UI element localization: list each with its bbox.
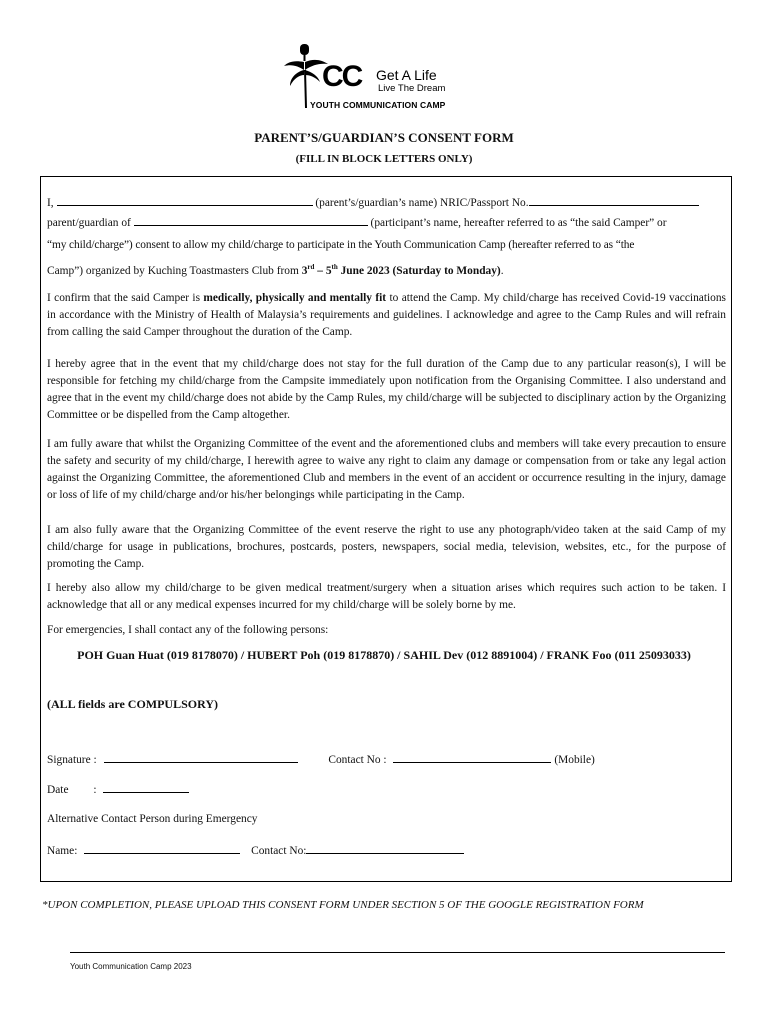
signature-field[interactable] bbox=[104, 751, 298, 763]
paragraph-medical: I hereby also allow my child/charge to be given medical treatment/surgery when a situation arises which requires such action to be taken. I acknowledge that all or any medical expenses incurred for my child/charge will be solely borne by me. bbox=[47, 582, 726, 611]
intro-line-4: Camp”) organized by Kuching Toastmasters Club from 3rd – 5th June 2023 (Saturday to Monday). bbox=[47, 263, 504, 277]
mobile-label: (Mobile) bbox=[554, 754, 595, 766]
date-colon: : bbox=[93, 784, 97, 796]
nric-field[interactable] bbox=[529, 194, 699, 206]
intro-line-1 bbox=[47, 194, 726, 212]
intro-organizer: Camp”) organized by Kuching Toastmasters Club from bbox=[47, 264, 299, 277]
paragraph-media: I am also fully aware that the Organizing Committee of the event reserve the right to use any photograph/video taken at the said Camp of my child/charge for usage in publications, brochures, postcards, posters, newspapers, social media, television, websites, etc., for the purpose of promoting the Camp. bbox=[47, 524, 726, 570]
parent-name-field[interactable] bbox=[57, 194, 313, 206]
footer-divider bbox=[70, 952, 725, 953]
logo-mark: CC bbox=[322, 60, 362, 93]
guardian-of-label: parent/guardian of bbox=[47, 217, 131, 229]
logo-org-name: YOUTH COMMUNICATION CAMP bbox=[310, 100, 446, 110]
camp-logo bbox=[284, 42, 484, 112]
alt-contact-no-label: Contact No: bbox=[251, 845, 307, 857]
alt-name-label: Name: bbox=[47, 845, 78, 857]
date-label: Date bbox=[47, 784, 69, 796]
participant-name-field[interactable] bbox=[134, 214, 368, 226]
signature-label: Signature : bbox=[47, 754, 97, 766]
contact-no-label: Contact No : bbox=[328, 754, 387, 766]
parent-name-label: (parent’s/guardian’s name) NRIC/Passport No. bbox=[315, 197, 529, 209]
participant-name-label: (participant’s name, hereafter referred to as “the said Camper” or bbox=[370, 217, 667, 229]
camp-dates: 3rd – 5th June 2023 (Saturday to Monday) bbox=[301, 263, 501, 277]
form-subtitle: (FILL IN BLOCK LETTERS ONLY) bbox=[295, 153, 473, 165]
paragraph-duration: I hereby agree that in the event that my child/charge does not stay for the full duration of the Camp due to any particular reason(s), I will be responsible for fetching my child/charge from the Campsite immediately upon notification from the Organising Committee. I also understand and agree that in the event my child/charge does not abide by the Camp Rules, my child/charge will be subjected to disciplinary action by the Organizing Committee or be dispelled from the Camp altogether. bbox=[47, 358, 726, 421]
upload-note: *UPON COMPLETION, PLEASE UPLOAD THIS CONSENT FORM UNDER SECTION 5 OF THE GOOGLE REGISTRATION FORM bbox=[42, 899, 644, 911]
compulsory-note: (ALL fields are COMPULSORY) bbox=[47, 697, 219, 711]
logo-tagline: Get A Life bbox=[376, 67, 437, 83]
paragraph-fitness: I confirm that the said Camper is medically, physically and mentally fit to attend the Camp. My child/charge has received Covid-19 vaccinations in accordance with the Ministry of Health of Malaysia’s requirements and guidelines. I acknowledge and agree to the Camp Rules and will refrain from calling the said Camper throughout the duration of the Camp. bbox=[47, 292, 726, 338]
form-title: PARENT’S/GUARDIAN’S CONSENT FORM bbox=[254, 130, 514, 145]
date-field[interactable] bbox=[103, 781, 189, 793]
signature-row bbox=[47, 751, 726, 769]
alt-contact-label: Alternative Contact Person during Emergency bbox=[47, 813, 258, 825]
contact-no-field[interactable] bbox=[393, 751, 551, 763]
emergency-intro: For emergencies, I shall contact any of the following persons: bbox=[47, 624, 329, 636]
paragraph-waiver: I am fully aware that whilst the Organizing Committee of the event and the aforementioned clubs and members will take every precaution to ensure the safety and security of my child/charge, I herewith agree to waive any right to claim any damage or compensation from or take any legal action against the Organizing Committee, the aforementioned Club and members in the event of an accident or occurrence resulting in the injury, damage or loss of life of my child/charge and/or his/her belongings while participating in the Camp. bbox=[47, 438, 726, 501]
fitness-bold: medically, physically and mentally fit bbox=[203, 292, 387, 304]
alt-contact-row bbox=[47, 842, 726, 860]
alt-contact-no-field[interactable] bbox=[306, 842, 464, 854]
logo-subtagline: Live The Dream bbox=[378, 83, 446, 94]
footer-label: Youth Communication Camp 2023 bbox=[70, 962, 192, 971]
intro-line-3: “my child/charge”) consent to allow my child/charge to participate in the Youth Communication Camp (hereafter referred to as “the bbox=[47, 239, 635, 251]
intro-line-2 bbox=[47, 214, 726, 232]
alt-name-field[interactable] bbox=[84, 842, 240, 854]
emergency-contacts: POH Guan Huat (019 8178070) / HUBERT Poh (019 8178870) / SAHIL Dev (012 8891004) / FRANK Foo (011 25093033) bbox=[77, 648, 691, 662]
date-row bbox=[47, 781, 726, 799]
intro-i: I, bbox=[47, 197, 54, 209]
